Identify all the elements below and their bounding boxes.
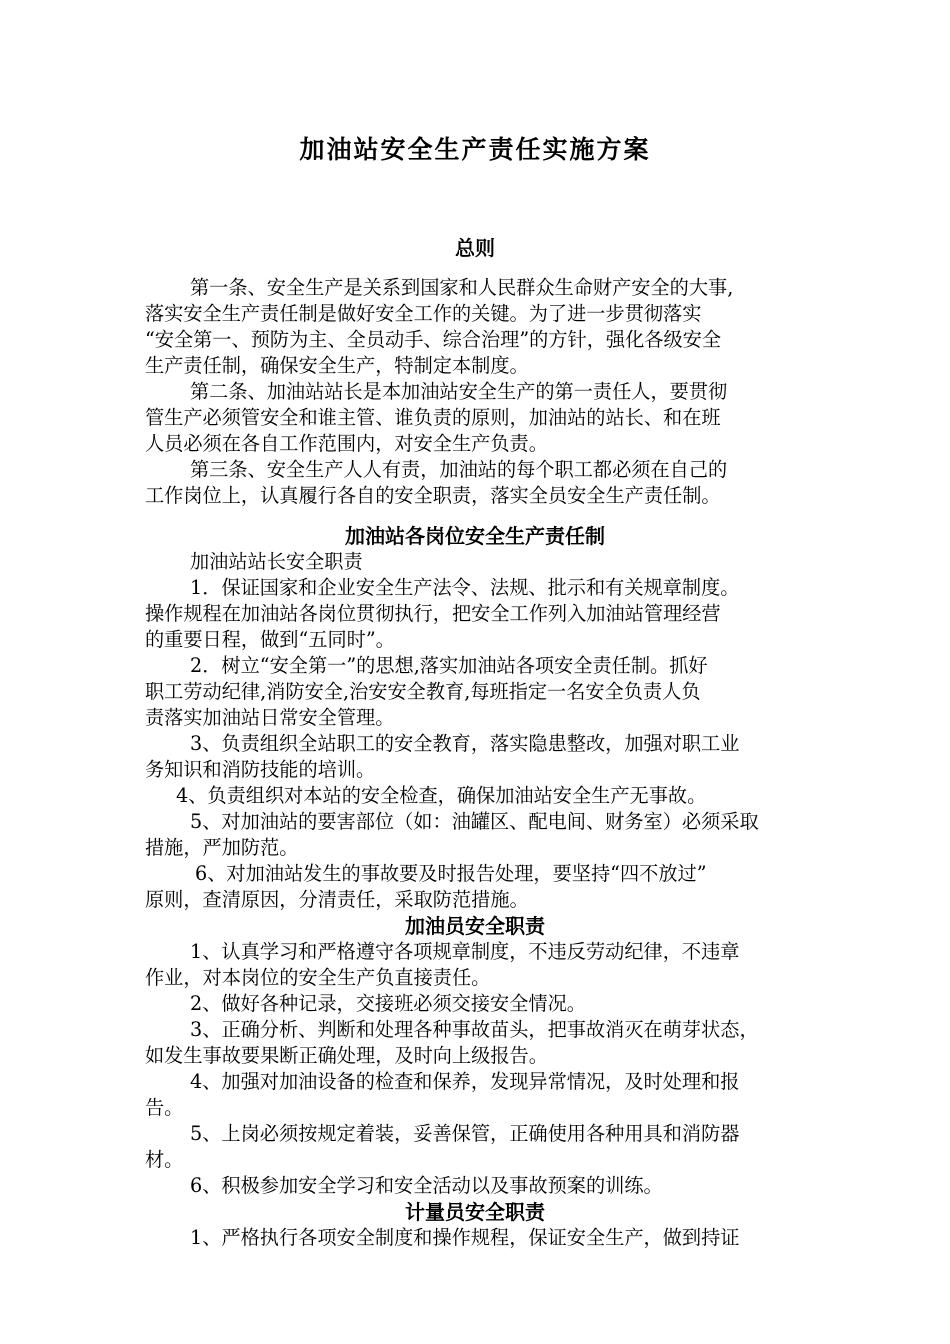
section-heading: 加油站各岗位安全生产责任制 [345,524,605,548]
paragraph-line: 6、对加油站发生的事故要及时报告处理，要坚持“四不放过” [195,862,707,885]
general-heading: 总则 [455,236,495,260]
paragraph-line: 措施，严加防范。 [145,836,299,859]
paragraph-line: 5、上岗必须按规定着装，妥善保管，正确使用各种用具和消防器 [190,1122,740,1145]
paragraph-line: 生产责任制，确保安全生产，特制定本制度。 [145,354,529,377]
paragraph-line: 4、负责组织对本站的安全检查，确保加油站安全生产无事故。 [176,784,707,807]
paragraph-line: 原则，查清原因，分清责任，采取防范措施。 [145,888,529,911]
subsection-title: 加油站站长安全职责 [190,550,363,573]
paragraph-line: 5、对加油站的要害部位（如：油罐区、配电间、财务室）必须采取 [190,810,759,833]
paragraph-line: 第二条、加油站站长是本加油站安全生产的第一责任人，要贯彻 [190,380,728,403]
paragraph-line: 告。 [145,1096,184,1119]
paragraph-line: 如发生事故要果断正确处理，及时向上级报告。 [145,1044,548,1067]
paragraph-line: 2．树立“安全第一”的思想,落实加油站各项安全责任制。抓好 [190,654,708,677]
paragraph-line: 2、做好各种记录，交接班必须交接安全情况。 [190,992,586,1015]
paragraph-line: 工作岗位上，认真履行各自的安全职责，落实全员安全生产责任制。 [145,484,721,507]
paragraph-line: 4、加强对加油设备的检查和保养，发现异常情况，及时处理和报 [190,1070,740,1093]
paragraph-line: 职工劳动纪律,消防安全,治安安全教育,每班指定一名安全负责人负 [145,680,701,703]
paragraph-line: 操作规程在加油站各岗位贯彻执行，把安全工作列入加油站管理经营 [145,602,721,625]
paragraph-line: 材。 [145,1148,184,1171]
paragraph-line: 1、严格执行各项安全制度和操作规程，保证安全生产，做到持证 [190,1226,740,1249]
paragraph-line: 3、负责组织全站职工的安全教育，落实隐患整改，加强对职工业 [190,732,740,755]
paragraph-line: 6、积极参加安全学习和安全活动以及事故预案的训练。 [190,1174,663,1197]
paragraph-line: 责落实加油站日常安全管理。 [145,706,395,729]
paragraph-line: 1、认真学习和严格遵守各项规章制度，不违反劳动纪律，不违章 [190,940,740,963]
paragraph-line: “安全第一、预防为主、全员动手、综合治理”的方针，强化各级安全 [145,328,722,351]
paragraph-line: 1．保证国家和企业安全生产法令、法规、批示和有关规章制度。 [190,576,740,599]
paragraph-line: 的重要日程，做到“五同时”。 [145,628,395,651]
paragraph-line: 3、正确分析、判断和处理各种事故苗头，把事故消灭在萌芽状态， [190,1018,759,1041]
meter-heading: 计量员安全职责 [405,1200,545,1224]
paragraph-line: 第三条、安全生产人人有责，加油站的每个职工都必须在自己的 [190,458,728,481]
paragraph-line: 人员必须在各自工作范围内，对安全生产负责。 [145,432,548,455]
paragraph-line: 作业，对本岗位的安全生产负直接责任。 [145,966,491,989]
paragraph-line: 管生产必须管安全和谁主管、谁负责的原则，加油站的站长、和在班 [145,406,721,429]
attendant-heading: 加油员安全职责 [405,914,545,938]
paragraph-line: 务知识和消防技能的培训。 [145,758,376,781]
paragraph-line: 第一条、安全生产是关系到国家和人民群众生命财产安全的大事, [190,276,734,299]
document-title: 加油站安全生产责任实施方案 [299,135,651,164]
paragraph-line: 落实安全生产责任制是做好安全工作的关键。为了进一步贯彻落实 [145,302,702,325]
